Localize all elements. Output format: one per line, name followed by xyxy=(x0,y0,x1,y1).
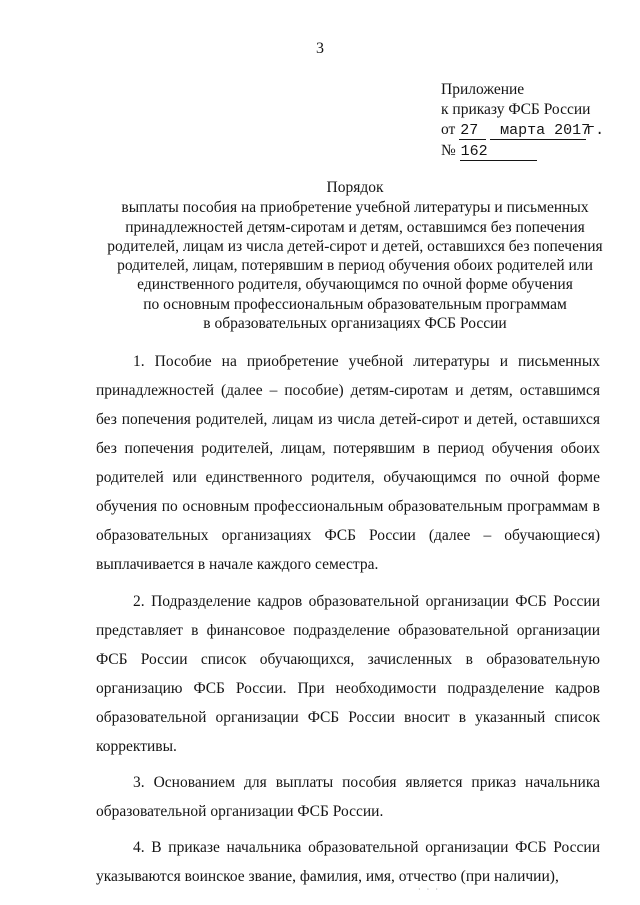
annex-block xyxy=(441,80,604,161)
annex-number-prefix: № xyxy=(441,142,456,159)
annex-title: Приложение xyxy=(441,81,525,98)
annex-date-month: марта 2017 xyxy=(490,122,586,140)
title-line: в образовательных организациях ФСБ России xyxy=(203,315,507,333)
annex-number-value: 162 xyxy=(460,143,537,161)
title-line: родителей, лицам, потерявшим в период обучения обоих родителей или xyxy=(117,257,593,275)
annex-date-prefix: от xyxy=(441,121,456,138)
title-line: единственного родителя, обучающимся по очной форме обучения xyxy=(137,276,573,294)
title-line: родителей, лицам из числа детей-сирот и детей, оставшихся без попечения xyxy=(107,237,603,255)
title-line: по основным профессиональным образовательным программам xyxy=(143,295,567,313)
paragraph-3: 3. Основанием для выплаты пособия является приказ начальника образовательной организации ФСБ России. xyxy=(96,774,600,820)
title-line: выплаты пособия на приобретение учебной литературы и письменных xyxy=(121,199,589,217)
paragraph-1: 1. Пособие на приобретение учебной литературы и письменных принадлежностей (далее – пособие) детям-сиротам и детям, оставшимся без попечения родителей, лицам из числа детей-сирот и детей, оставшихся без попечения родителей, лицам, потерявшим в период обучения обоих родителей или единственного родителя, обучающимся по очной форме обучения по основным профессиональным образовательным программам в образовательных организациях ФСБ России (далее – обучающиеся) выплачивается в начале каждого семестра. xyxy=(96,353,600,573)
document-body xyxy=(96,347,600,898)
title-line: принадлежностей детям-сиротам и детям, оставшимся без попечения xyxy=(125,218,585,236)
annex-date-line xyxy=(441,120,604,141)
page-number: 3 xyxy=(316,40,324,57)
paragraph-2: 2. Подразделение кадров образовательной организации ФСБ России представляет в финансовое подразделение образовательной организации ФСБ России список обучающихся, зачисленных в образовательную организацию ФСБ России. При необходимости подразделение кадров образовательной организации ФСБ России вносит в указанный список коррективы. xyxy=(96,593,600,755)
annex-order-reference: к приказу ФСБ России xyxy=(441,101,591,118)
document-title xyxy=(90,178,620,333)
annex-date-suffix: г. xyxy=(586,122,605,139)
paragraph-4: 4. В приказе начальника образовательной организации ФСБ России указываются воинское звание, фамилия, имя, отчество (при наличии), xyxy=(96,839,600,885)
annex-number-line xyxy=(441,141,604,161)
title-heading: Порядок xyxy=(326,179,384,196)
annex-date-day: 27 xyxy=(459,122,486,140)
scan-artifact: · · · xyxy=(418,885,440,894)
